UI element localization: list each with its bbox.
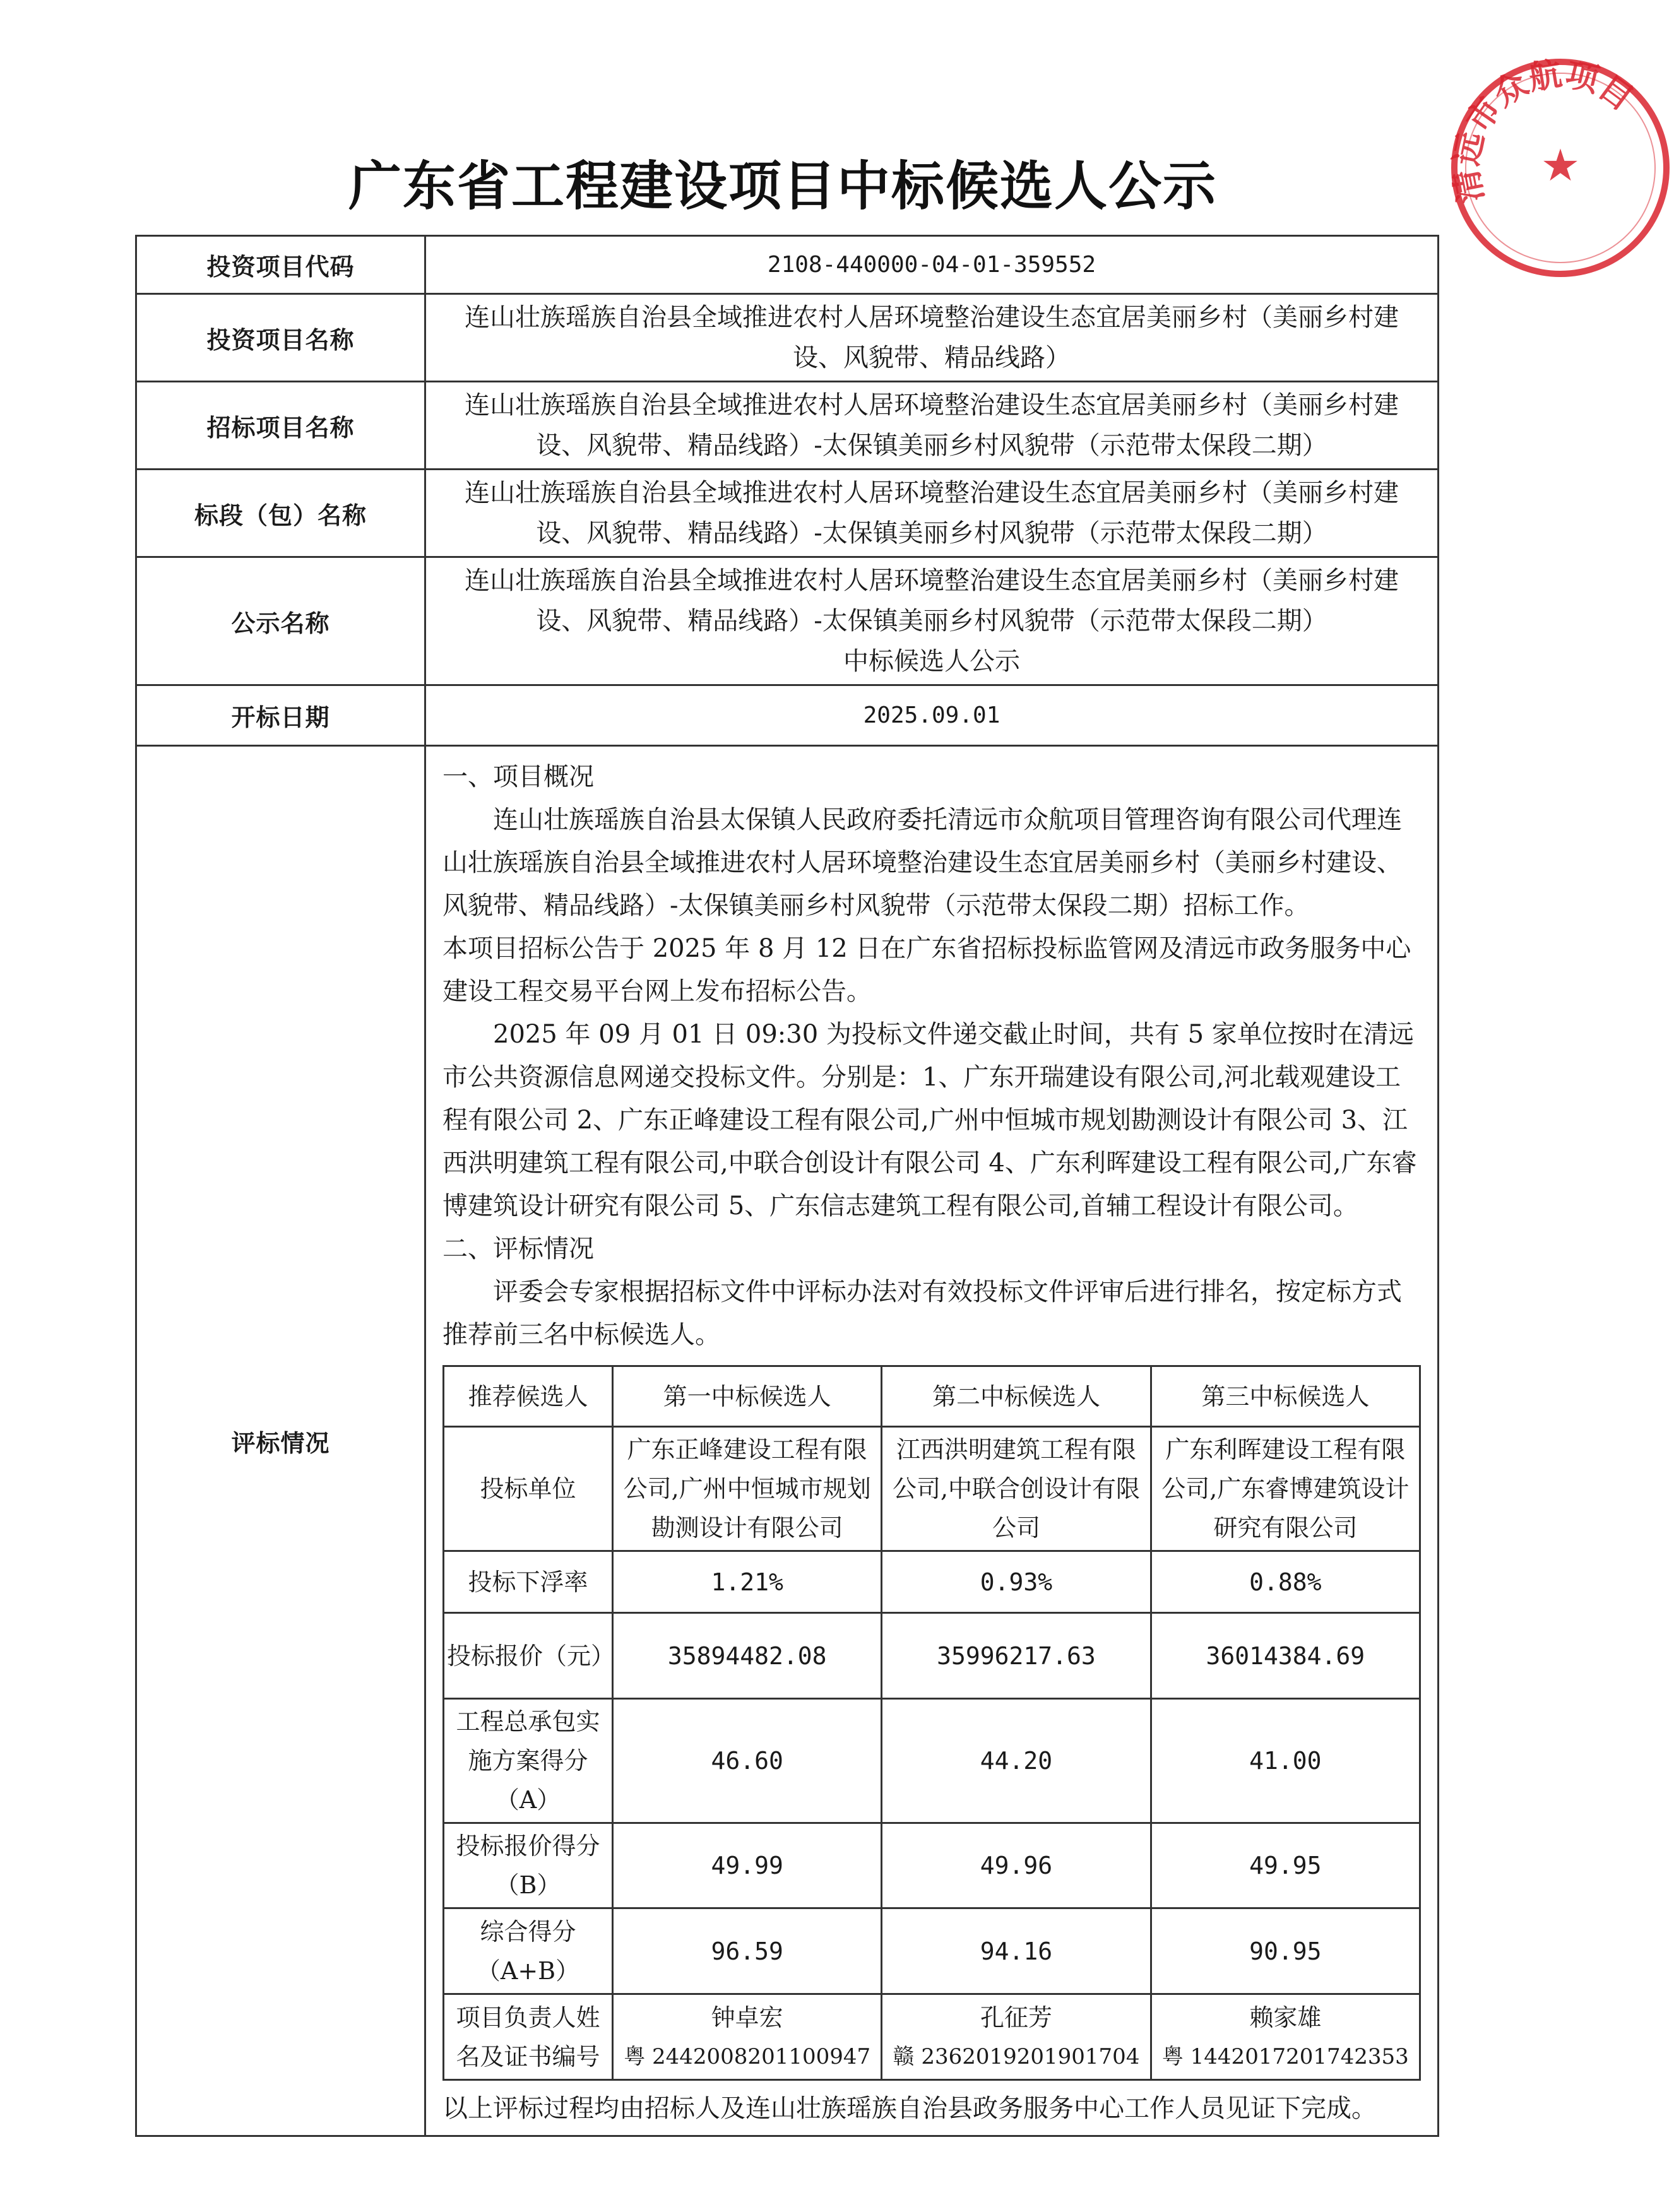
price-2: 35996217.63 [882, 1613, 1151, 1699]
label-section-name: 标段（包）名称 [136, 470, 425, 557]
candidates-row-total [444, 1908, 1420, 1994]
candidates-row-discount [444, 1551, 1420, 1613]
eval-paragraph-2: 本项目招标公告于 2025 年 8 月 12 日在广东省招标投标监管网及清远市政务服务中心建设工程交易平台网上发布招标公告。 [442, 934, 1411, 1006]
row-label-bidder: 投标单位 [444, 1427, 613, 1551]
manager-cert-3: 粤 1442017201742353 [1161, 2043, 1409, 2069]
value-invest-name: 连山壮族瑶族自治县全域推进农村人居环境整治建设生态宜居美丽乡村（美丽乡村建设、风貌带、精品线路） [425, 294, 1439, 382]
label-notice-name: 公示名称 [136, 557, 425, 685]
bidder-3: 广东利晖建设工程有限公司,广东睿博建筑设计研究有限公司 [1151, 1427, 1420, 1551]
row-label-manager: 项目负责人姓名及证书编号 [444, 1994, 613, 2080]
manager-name-1: 钟卓宏 [711, 2003, 783, 2032]
manager-cert-2: 赣 2362019201901704 [893, 2043, 1140, 2069]
score-a-2: 44.20 [882, 1699, 1151, 1823]
row-label-score-b: 投标报价得分（B） [444, 1823, 613, 1908]
header-first-candidate: 第一中标候选人 [613, 1366, 882, 1427]
score-a-1: 46.60 [613, 1699, 882, 1823]
manager-3 [1151, 1994, 1420, 2080]
discount-1: 1.21% [613, 1551, 882, 1613]
row-notice-name [136, 557, 1439, 685]
candidates-row-score-a [444, 1699, 1420, 1823]
page-title: 广东省工程建设项目中标候选人公示 [348, 155, 1217, 217]
score-b-2: 49.96 [882, 1823, 1151, 1908]
manager-cert-1: 粤 2442008201100947 [624, 2043, 871, 2069]
candidates-row-score-b [444, 1823, 1420, 1908]
candidates-row-price [444, 1613, 1420, 1699]
header-third-candidate: 第三中标候选人 [1151, 1366, 1420, 1427]
notice-name-line2: 中标候选人公示 [843, 647, 1020, 676]
total-3: 90.95 [1151, 1908, 1420, 1994]
company-seal-stamp [1447, 54, 1674, 281]
candidates-row-bidder [444, 1427, 1420, 1551]
score-b-1: 49.99 [613, 1823, 882, 1908]
value-section-name: 连山壮族瑶族自治县全域推进农村人居环境整治建设生态宜居美丽乡村（美丽乡村建设、风貌带、精品线路）-太保镇美丽乡村风貌带（示范带太保段二期） [425, 470, 1439, 557]
eval-heading-overview: 一、项目概况 [442, 762, 594, 791]
manager-name-2: 孔征芳 [980, 2003, 1052, 2032]
label-open-date: 开标日期 [136, 685, 425, 746]
row-label-price: 投标报价（元） [444, 1613, 613, 1699]
eval-paragraph-3: 2025 年 09 月 01 日 09:30 为投标文件递交截止时间，共有 5 家单位按时在清远市公共资源信息网递交投标文件。分别是：1、广东开瑞建设有限公司,河北载观建设工程有限公司 2、广东正峰建设工程有限公司,广州中恒城市规划勘测设计有限公司 3、江西洪明建筑工程有限公司,中联合创设计有限公司 4、广东利晖建设工程有限公司,广东睿博建筑设计研究有限公司 5、广东信志建筑工程有限公司,首辅工程设计有限公司。 [442, 1020, 1417, 1221]
price-3: 36014384.69 [1151, 1613, 1420, 1699]
svg-text:★: ★ [1540, 139, 1581, 191]
row-project-code [136, 236, 1439, 294]
value-open-date: 2025.09.01 [425, 685, 1439, 746]
candidates-header-row [444, 1366, 1420, 1427]
eval-heading-review: 二、评标情况 [442, 1234, 594, 1263]
row-label-score-a: 工程总承包实施方案得分（A） [444, 1699, 613, 1823]
row-section-name [136, 470, 1439, 557]
score-b-3: 49.95 [1151, 1823, 1420, 1908]
value-tender-name: 连山壮族瑶族自治县全域推进农村人居环境整治建设生态宜居美丽乡村（美丽乡村建设、风貌带、精品线路）-太保镇美丽乡村风貌带（示范带太保段二期） [425, 382, 1439, 470]
row-evaluation [136, 746, 1439, 2136]
row-tender-name [136, 382, 1439, 470]
seal-text: 清远市众航项目 [1447, 55, 1641, 206]
manager-2 [882, 1994, 1151, 2080]
total-1: 96.59 [613, 1908, 882, 1994]
candidates-row-manager [444, 1994, 1420, 2080]
bidder-2: 江西洪明建筑工程有限公司,中联合创设计有限公司 [882, 1427, 1151, 1551]
label-evaluation: 评标情况 [136, 746, 425, 2136]
bidder-1: 广东正峰建设工程有限公司,广州中恒城市规划勘测设计有限公司 [613, 1427, 882, 1551]
score-a-3: 41.00 [1151, 1699, 1420, 1823]
manager-name-3: 赖家雄 [1249, 2003, 1322, 2032]
row-invest-name [136, 294, 1439, 382]
label-tender-name: 招标项目名称 [136, 382, 425, 470]
eval-paragraph-1: 连山壮族瑶族自治县太保镇人民政府委托清远市众航项目管理咨询有限公司代理连山壮族瑶族自治县全域推进农村人居环境整治建设生态宜居美丽乡村（美丽乡村建设、风貌带、精品线路）-太保镇美丽乡村风貌带（示范带太保段二期）招标工作。 [442, 805, 1402, 920]
header-recommended: 推荐候选人 [444, 1366, 613, 1427]
evaluation-content [425, 746, 1439, 2136]
header-second-candidate: 第二中标候选人 [882, 1366, 1151, 1427]
candidates-table [442, 1365, 1421, 2081]
row-open-date [136, 685, 1439, 746]
row-label-total: 综合得分（A+B） [444, 1908, 613, 1994]
notice-name-line1: 连山壮族瑶族自治县全域推进农村人居环境整治建设生态宜居美丽乡村（美丽乡村建设、风貌带、精品线路）-太保镇美丽乡村风貌带（示范带太保段二期） [465, 566, 1399, 636]
row-label-discount: 投标下浮率 [444, 1551, 613, 1613]
eval-footer-note: 以上评标过程均由招标人及连山壮族瑶族自治县政务服务中心工作人员见证下完成。 [442, 2094, 1377, 2123]
discount-3: 0.88% [1151, 1551, 1420, 1613]
label-project-code: 投资项目代码 [136, 236, 425, 294]
discount-2: 0.93% [882, 1551, 1151, 1613]
price-1: 35894482.08 [613, 1613, 882, 1699]
total-2: 94.16 [882, 1908, 1151, 1994]
value-project-code: 2108-440000-04-01-359552 [425, 236, 1439, 294]
label-invest-name: 投资项目名称 [136, 294, 425, 382]
bid-notice-table [135, 235, 1439, 2137]
value-notice-name [425, 557, 1439, 685]
eval-paragraph-4: 评委会专家根据招标文件中评标办法对有效投标文件评审后进行排名，按定标方式推荐前三名中标候选人。 [442, 1277, 1402, 1349]
manager-1 [613, 1994, 882, 2080]
